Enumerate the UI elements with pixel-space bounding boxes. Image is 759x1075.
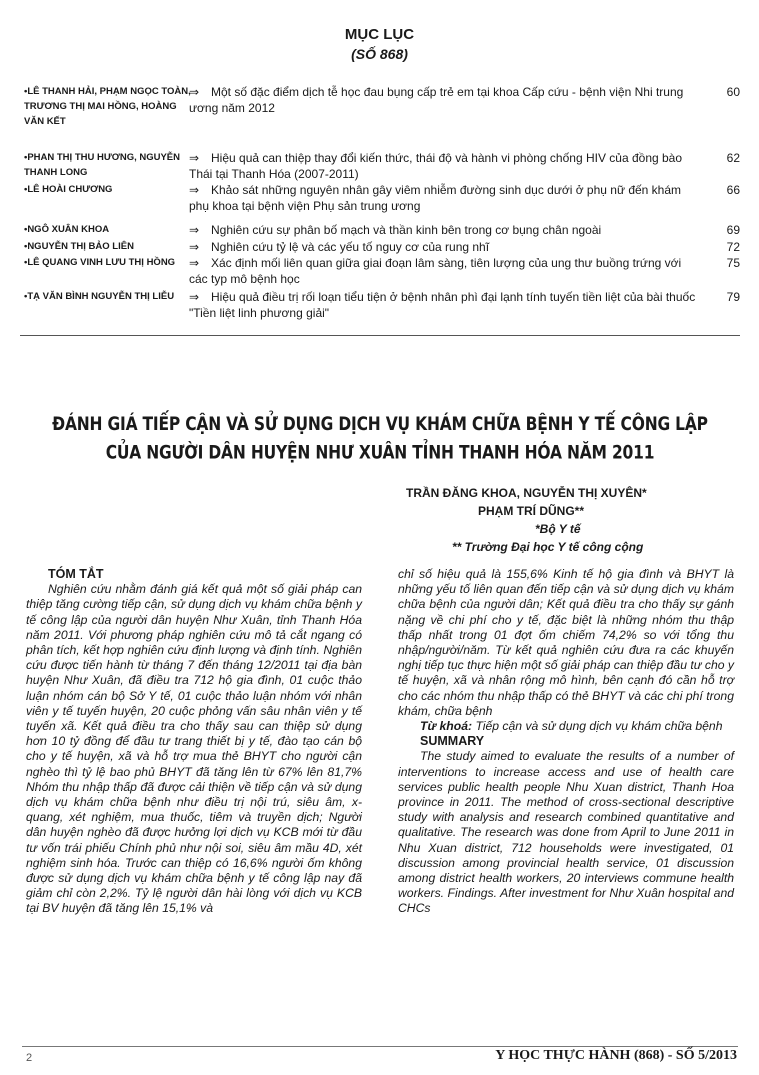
- arrow-icon: ⇒: [189, 240, 200, 254]
- toc-article-title: ⇒ Hiệu quả điều trị rối loạn tiểu tiện ở bệnh nhân phì đại lạnh tính tuyến tiền liệt của bài thuốc "Tiền liệt linh phương giải": [189, 290, 696, 320]
- toc-authors: •PHAN THỊ THU HƯƠNG, NGUYỄN THANH LONG: [24, 152, 181, 178]
- toc-authors: •TẠ VĂN BÌNH NGUYỄN THỊ LIỄU: [24, 291, 175, 302]
- abstract-text-continued: chỉ số hiệu quả là 155,6% Kinh tế hộ gia đình và BHYT là những yếu tố liên quan đến tiếp cận và sử dụng dịch vụ khám chữa bệnh của người dân; Kết quả điều tra cho thấy sự gánh nặng về chi phí cho y tế, đặc biệt là những nhóm thu thập thấp nhất trong 01 đợt ốm chiếm 74,2% so với tổng thu nhập/người/năm. Từ kết quả nghiên cứu đưa ra các khuyến nghị tiếp tục thực hiện một số giải pháp can thiệp đầu tư cho y tế huyện, xã và nhân rộng mô hình, bên cạnh đó cần hỗ trợ cho các nhóm thu nhập thấp có thẻ BHYT và các chi phí trong khám, chữa bệnh: [398, 567, 734, 718]
- toc-entry: [24, 222, 740, 239]
- toc-entry: [24, 84, 740, 150]
- abstract-text: Nghiên cứu nhằm đánh giá kết quả một số giải pháp can thiệp tăng cường tiếp cận, sử dụng dịch vụ khám chữa bệnh y tế công lập của người dân huyện Như Xuân, tỉnh Thanh Hóa năm 2011. Với phương pháp nghiên cứu mô tả cắt ngang có phân tích, kết hợp nghiên cứu định lượng và định tính. Nghiên cứu được tiến hành từ tháng 7 đến tháng 12/2011 tại địa bàn huyện Như Xuân, đã điều tra 712 hộ gia đình, 01 cuộc thảo luận nhóm cán bộ Sở Y tế, 01 cuộc thảo luận nhóm với nhân viên y tế tuyến huyện, 20 cuộc phỏng vấn sâu nhân viên y tế tuyến xã. Kết quả điều tra cho thấy sau can thiệp sử dụng hơn 10 tỷ đồng để đầu tư trang thiết bị y tế, đào tạo cán bộ cho y tế huyện, xã và hỗ trợ mua thẻ BHYT cho người cận nghèo thì tỷ lệ bao phủ BHYT đã tăng lên từ 67% lên 81,7% Nhóm thu nhập thấp đã được cải thiện về tiếp cận và sử dụng dịch vụ khám chữa bệnh như điều trị nội trú, siêu âm, x-quang, xét nghiệm, mua thuốc, tiêm và truyền dịch; Người dân huyện nghèo đã được hưởng lợi dịch vụ KCB mới từ đầu tư vốn trái phiếu Chính phủ như nội soi, siêu âm mầu 4D, xét nghiệm sinh hóa. Trước can thiệp có 16,6% người ốm không được sử dụng dịch vụ khám chữa bệnh y tế công lập nay đã giảm chỉ còn 2,2%. Tỷ lệ người dân hài lòng với dịch vụ KCB tại BV huyện đã tăng lên 15,1% và: [26, 582, 362, 916]
- toc-issue: (SỐ 868): [351, 46, 408, 62]
- journal-footer: Y HỌC THỰC HÀNH (868) - SỐ 5/2013: [495, 1048, 737, 1063]
- author-names: PHẠM TRÍ DŨNG**: [478, 504, 585, 518]
- arrow-icon: ⇒: [189, 223, 200, 237]
- arrow-icon: ⇒: [189, 183, 200, 197]
- toc-entry: [24, 182, 740, 222]
- abstract-left-column: [26, 567, 362, 917]
- toc-page-number: 66: [726, 183, 740, 197]
- toc-title: MỤC LỤC: [344, 26, 415, 43]
- section-divider: [20, 335, 740, 336]
- toc-page-number: 75: [726, 256, 740, 270]
- toc-article-title: ⇒ Khảo sát những nguyên nhân gây viêm nhiễm đường sinh dục dưới ở phụ nữ đến khám phụ khoa tại bệnh viện Phụ sản trung ương: [189, 183, 682, 213]
- toc-entry: [24, 239, 740, 255]
- keywords-text: Tiếp cận và sử dụng dịch vụ khám chữa bệnh: [475, 719, 723, 734]
- toc-authors: •LÊ THANH HẢI, PHẠM NGỌC TOÀN, TRƯƠNG THỊ MAI HỒNG, HOÀNG VĂN KẾT: [24, 86, 191, 127]
- toc-page-number: 60: [726, 85, 740, 99]
- abstract-heading: TÓM TẮT: [48, 567, 104, 581]
- article-title: ĐÁNH GIÁ TIẾP CẬN VÀ SỬ DỤNG DỊCH VỤ KHÁM CHỮA BỆNH Y TẾ CÔNG LẬP CỦA NGƯỜI DÂN HUYỆN NHƯ XUÂN TỈNH THANH HÓA NĂM 2011: [52, 413, 708, 464]
- toc-entry: [24, 289, 740, 323]
- affiliation: *Bộ Y tế: [535, 522, 581, 536]
- abstract-right-column: [398, 567, 734, 917]
- toc-article-title: ⇒ Hiệu quả can thiệp thay đổi kiến thức, thái độ và hành vi phòng chống HIV của đồng bào Thái tại Thanh Hóa (2007-2011): [189, 151, 683, 181]
- arrow-icon: ⇒: [189, 85, 200, 99]
- arrow-icon: ⇒: [189, 256, 200, 270]
- toc-entry: [24, 255, 740, 289]
- toc-page-number: 72: [726, 240, 740, 254]
- table-of-contents: [24, 84, 740, 323]
- keywords-label: Từ khoá:: [420, 719, 473, 734]
- toc-entry: [24, 150, 740, 182]
- toc-authors: •LÊ QUANG VINH LƯU THỊ HỒNG: [24, 257, 176, 268]
- summary-text: The study aimed to evaluate the results of a number of interventions to increase access and use of health care services public health people Nhu Xuan district, Thanh Hoa province in 2011. The method of cross-sectional descriptive study with analysis and research combined quantitative and qualitative. The research was done from April to June 2011 in Nhu Xuan district, 712 households were investigated, 01 discussion among provincial health service, 01 discussion among district health workers, 20 interviews commune health workers. Findings. After investment for Như Xuân hospital and CHCs: [398, 749, 734, 916]
- toc-article-title: ⇒ Nghiên cứu sự phân bố mạch và thần kinh bên trong cơ bụng chân ngoài: [189, 223, 602, 237]
- toc-authors: •NGUYỄN THỊ BẢO LIÊN: [24, 241, 134, 252]
- footer-divider: [22, 1046, 738, 1047]
- toc-article-title: ⇒ Một số đặc điểm dịch tễ học đau bụng cấp trẻ em tại khoa Cấp cứu - bệnh viện Nhi trung ương năm 2012: [189, 85, 684, 115]
- toc-article-title: ⇒ Xác định mối liên quan giữa giai đoạn lâm sàng, tiên lượng của ung thư buồng trứng với các typ mô bệnh học: [189, 256, 682, 286]
- author-names: TRẦN ĐĂNG KHOA, NGUYỄN THỊ XUYÊN*: [406, 486, 647, 500]
- toc-page-number: 62: [726, 151, 740, 165]
- arrow-icon: ⇒: [189, 290, 200, 304]
- toc-authors: •NGÔ XUÂN KHOA: [24, 224, 110, 235]
- toc-article-title: ⇒ Nghiên cứu tỷ lệ và các yếu tố nguy cơ của rung nhĩ: [189, 240, 490, 254]
- toc-page-number: 79: [726, 290, 740, 304]
- summary-heading: SUMMARY: [420, 734, 485, 749]
- toc-authors: •LÊ HOÀI CHƯƠNG: [24, 184, 113, 195]
- page-number: 2: [26, 1052, 33, 1064]
- toc-page-number: 69: [726, 223, 740, 237]
- keywords: [398, 719, 734, 734]
- affiliation: ** Trường Đại học Y tế công cộng: [452, 540, 644, 554]
- arrow-icon: ⇒: [189, 151, 200, 165]
- article-byline: [400, 484, 730, 556]
